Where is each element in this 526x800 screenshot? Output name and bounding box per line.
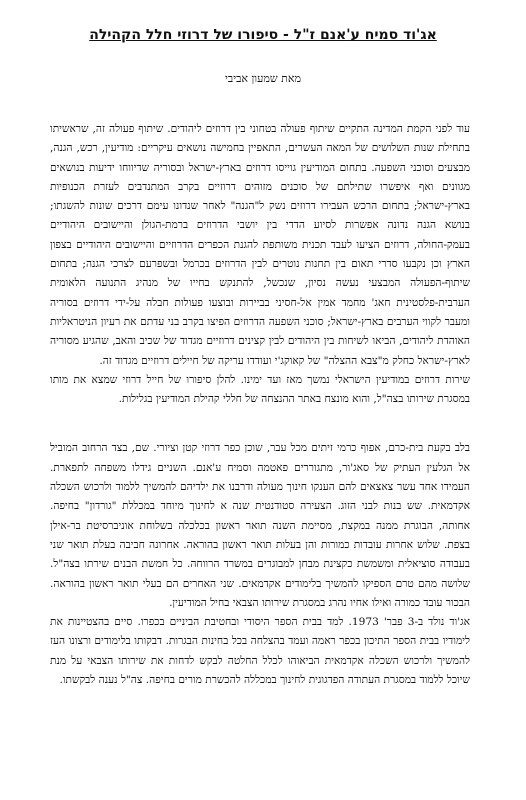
document-title: אג'וד סמיח ע'אנם ז"ל - סיפורו של דרוזי חלל הקהילה	[89, 27, 437, 43]
author-byline: מאת שמעון אביבי	[225, 72, 301, 85]
article-body	[50, 120, 470, 690]
paragraph-2: שירות דרוזים במודיעין הישראלי נמשך מאז ועד ימינו. להלן סיפורו של חייל דרוזי שמצא את מותו במסגרת שירותו בצה"ל, והוא מונצח באתר ההנצחה של חללי קהילת המודיעין בגלילות.	[50, 373, 470, 406]
paragraph-3: בלב בקעת בית-כרם, אפוף כרמי זיתים מכל עבר, שוכן כפר דרוזי קטן וציורי. שם, בצד הרחוב המוביל אל הגלעין העתיק של סאג'ור, מתגוררים פאטמה וסמיח ע'אנם. השניים גידלו משפחה לתפארת. העמידו אחד עשר צאצאים להם הענקו חינוך מעולה ודרבנו את ילדיהם להמשיך ללמוד ולרכוש השכלה אקדמאית. שש בנות לבני הזוג. הצעירה סטודנטית שנה א לחינוך מיוחד במכללת "גורדון" בחיפה. אחותה, הבוגרת ממנה במקצת, מסיימת השנה תואר ראשון בכלכלה בשלוחת אוניברסיטת בר-אילן בצפת. שלוש אחרות עובדות כמורות והן בעלות תואר ראשון בהוראה. אחרונה חביבה בעלת תואר שני בעבודה סוציאלית ומשמשת כקצינת מבחן למבוגרים במשרד הרווחה. כל חמשת הבנים שירתו בצה"ל. שלושה מהם טרם הספיקו להמשיך בלימודים אקדמאים. שני האחרים הם בעלי תואר ראשון בהוראה. הבכור עובד כמורה ואילו אחיו נהרג במסגרת שירותו הצבאי בחיל המודיעין.	[50, 442, 470, 609]
paragraph-1: עוד לפני הקמת המדינה התקיים שיתוף פעולה בטחוני בין דרוזים ליהודים. שיתוף פעולה זה, שראשיתו בתחילת שנות השלושים של המאה העשרים, התאפיין בחמישה נושאים עיקריים: מודיעין, רכש, הגנה, מבצעים וסוכני השפעה. בתחום המודיעין גוייסו דרוזים בארץ-ישראל ובסוריה שדיווחו ידיעות בנושאים מגוונים ואף איפשרו שתילתם של סוכנים מזוהים דרוזיים בקרב המתנדבים לעזרת הכנופיות בארץ-ישראל; בתחום הרכש העבירו דרוזים נשק ל"הגנה" לאחר שנדונו עימם דרכים שונות להשגתו; בנושא הגנה נדונה אפשרות לסיוע הדדי בין יושבי הדרוזים ברמת-הגולן והיישובים היהודיים בעמק-החולה, דרוזים הציעו לעבד תכנית משותפת להגנת הכפרים הדרוזיים והיישובים היהודיים בצפון הארץ וכן נקבעו סדרי תאום בין תחנות נוטרים לבין הדרוזים בכרמל ובשפרעם לצרכי הגנה; בתחום שיתוף-הפעולה המבצעי נעשה נסיון, שנכשל, להתנקש בחייו של מנהיג התנועה הלאומית הערבית-פלסטינית חאג' מחמד אמין אל-חסיני בביירות ובוצעו פעולות חבלה על-ידי דרוזים בסוריה ומעבר לקווי הערבים בארץ-ישראל; סוכני השפעה הדרוזים הפיצו בקרב בני עדתם את רעיון הניטראליות האוהדת ליהודים, הביאו לשיחות בין היהודים לבין קצינים דרוזיים מגדוד של שכיב והאב, שהגיע מסוריה לארץ-ישראל כחלק מ"צבא ההצלה" של קאוקג'י ועודדו עריקה של חיילים דרוזיים מגדוד זה.	[50, 123, 470, 367]
paragraph-4: אג'וד נולד ב-3 פבר' 1973. למד בבית הספר היסודי ובחטיבת הביניים בכפרו. סיים בהצטיינות את לימודיו בבית הספר התיכון בכפר ראמה ועמד בהצלחה בכל בחינות הבגרות. דבקותו בלימודים ורצונו העז להמשיך ולרכוש השכלה אקדמאית הביאוהו לכלל החלטה לבקש לדחות את שירותו הצבאי על מנת שיוכל ללמוד במסגרת העתודה הפדגוגית לחינוך במכללה להכשרת מורים בחיפה. צה"ל נענה לבקשתו.	[50, 616, 470, 687]
